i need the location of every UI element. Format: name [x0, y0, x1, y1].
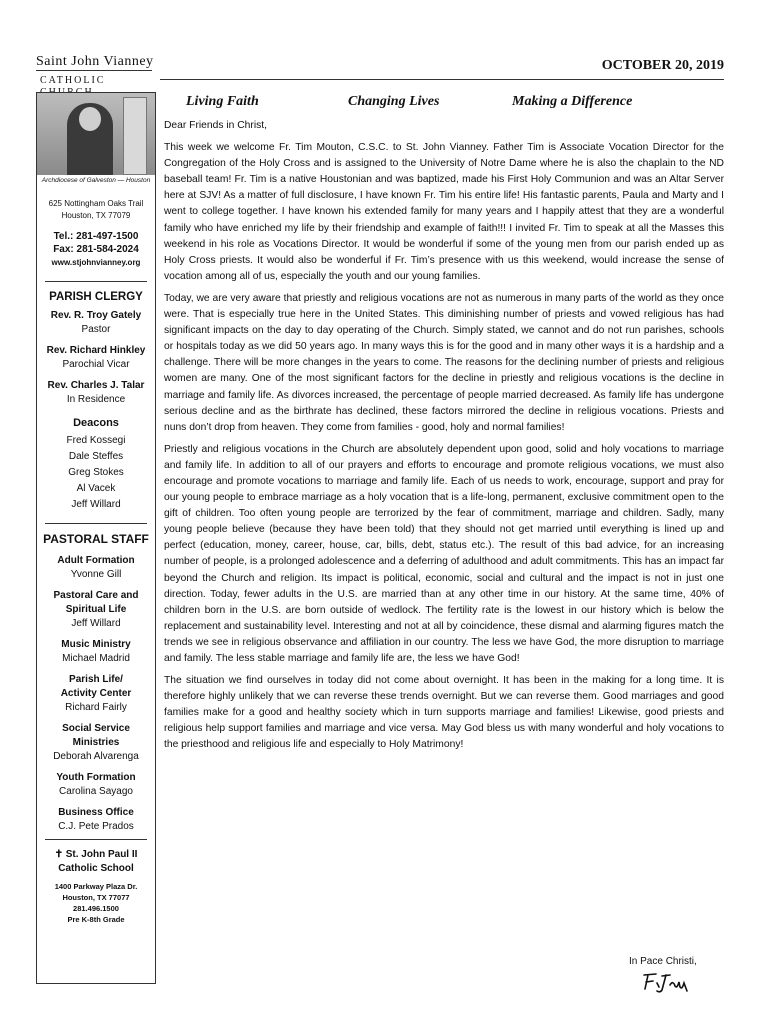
- sidebar-divider: [45, 523, 147, 524]
- bulletin-date: OCTOBER 20, 2019: [601, 58, 724, 73]
- school-info: 1400 Parkway Plaza Dr. Houston, TX 77077 281.496.1500 Pre K-8th Grade: [54, 882, 138, 924]
- letter-closing: In Pace Christi,: [629, 956, 697, 967]
- church-address: 625 Nottingham Oaks Trail Houston, TX 77079: [48, 199, 144, 220]
- letter-paragraph: Priestly and religious vocations in the Church are absolutely dependent upon good, solid and holy vocations to marriage and family life. In addition to all of our prayers and efforts to encourage and promote religious vocations, we must also encourage and promote vocations to marriage and family life. Each of us needs to work, encourage, support and pray for our young people to embrace marriage as a holy vocation that is a life-long, permanent, exclusive commitment open to the gift of children. Too often young people are terrorized by the fear of commitment, marriage and children. Sadly, many young people believe (because they have been told) that they should not get married until everything is lined up and perfect (education, money, career, house, car, bills, debt, status etc.). The result of this bad advice, for an increasing number of people, is a prolonged adolescence and a deferring of adulthood and adult commitments. This has an impact far beyond the Church and religion. Its impact is political, economic, social and cultural and the impact is not in just one direction. Today, fewer adults in the U.S. are married than at any other time in our history. At the same time, 40% of children born in the U.S. are born outside of wedlock. The fertility rate is the lowest in our history which is below the replacement and sustainability level. Interesting and not at all by coincidence, these dismal and alarming figures match the trends we see in religious observance and affiliation in our country. The less we have God, the more disruption to marriage and family. The less stable marriage and family life are, the less we have God!: [164, 443, 724, 664]
- clergy-heading: PARISH CLERGY: [49, 291, 143, 303]
- logo-sub-text: CATHOLIC: [40, 75, 106, 86]
- sidebar-divider: [45, 281, 147, 282]
- photo-caption: Archdiocese of Galveston — Houston: [41, 177, 151, 184]
- sidebar: [36, 92, 156, 984]
- motto-3: Making a Difference: [512, 94, 633, 109]
- motto-2: Changing Lives: [348, 94, 440, 109]
- motto-1: Living Faith: [186, 94, 259, 109]
- church-phone: Tel.: 281-497-1500 Fax: 281-584-2024: [53, 231, 139, 255]
- staff-heading: PASTORAL STAFF: [43, 532, 149, 546]
- signature-mark: [640, 971, 692, 993]
- sidebar-divider: [45, 839, 147, 840]
- logo-main-text: Saint John Vianney: [36, 54, 154, 69]
- staff-list: Adult Formation Yvonne Gill Pastoral Care and Spiritual Life Jeff Willard Music Ministry Michael Madrid Parish Life/ Activity Center Richard Fairly Social Service Ministries Deborah Alvarenga Youth Formation Carolina Sayago Business Office C.J. Pete Prados: [53, 555, 139, 832]
- church-website[interactable]: www.stjohnvianney.org: [51, 258, 141, 267]
- logo-divider: [36, 70, 152, 71]
- deacons-list: Fred Kossegi Dale Steffes Greg Stokes Al Vacek Jeff Willard: [66, 435, 126, 510]
- letter-paragraph: The situation we find ourselves in today did not come about overnight. It has been in the making for a long time. It is therefore highly unlikely that we can reverse these trends overnight. But we can reverse them. Good marriages and good families make for a good and healthy society which in turn supports marriage and families! Likewise, good priests and religious help support families and marriage and vice versa. May God bless us with many wonderful and holy vocations to the priesthood and religious life and especially to Holy Matrimony!: [164, 675, 724, 751]
- deacons-heading: Deacons: [73, 417, 119, 429]
- clergy-list: Rev. R. Troy Gately Pastor Rev. Richard Hinkley Parochial Vicar Rev. Charles J. Talar In Residence: [46, 310, 146, 405]
- cross-icon: ✝: [54, 849, 66, 860]
- letter-paragraph: This week we welcome Fr. Tim Mouton, C.S.C. to St. John Vianney. Father Tim is Associate Vocation Director for the Congregation of the Holy Cross and is assigned to the University of Notre Dame where he is also the chaplain to the ND baseball team! Fr. Tim is a native Houstonian and was baptized, made his First Holy Communion and was an Altar Server here at SJV! As a matter of full disclosure, I have known Fr. Tim his entire life! His fantastic parents, Paula and Marty and I went to college together. I have known his extended family for many years and I happily attest that they are a wonderful family who have enriched my life by their friendship and example of faith!!! I invited Fr. Tim to speak at all the Masses this weekend in his role as Vocations Director. It would be wonderful if some of the young men from our parish ended up as Holy Cross priests. It would also be wonderful if Fr. Tim’s presence with us this weekend, would increase the sense of vocation among all of us, especially the youth and our young families.: [164, 142, 724, 282]
- school-name: ✝ St. John Paul II Catholic School: [54, 849, 138, 874]
- motto-bar: [160, 94, 724, 114]
- header-divider: [160, 79, 724, 80]
- letter-greeting: Dear Friends in Christ,: [164, 120, 267, 131]
- letter-paragraph: Today, we are very aware that priestly and religious vocations are not as numerous in many parts of the world as they once were. That is especially true here in the United States. This diminishing number of priests and vowed religious has had significant impacts on the day to day operating of the Church. Simply stated, we cannot and do not run parishes, schools or hospitals today as we did 50 years ago. In many ways this is for the good and in many other ways it is a hardship and a challenge. There will be more changes in the years to come. The reasons for the declining number of priests and religious women are many. One of the most significant factors for the decline in priestly and religious vocations is the decline in marriage and family life. As divorces increased, the percentage of people married decreased. As family life has undergone serious decline and as the birthrate has declined, these factors mirrored the decline in religious vocations. Priests and nuns don’t drop from heaven. They come from families - good, holy and normal families!: [164, 292, 724, 433]
- signature: [640, 971, 692, 998]
- church-photo: [37, 93, 155, 175]
- pastor-letter: [164, 118, 724, 760]
